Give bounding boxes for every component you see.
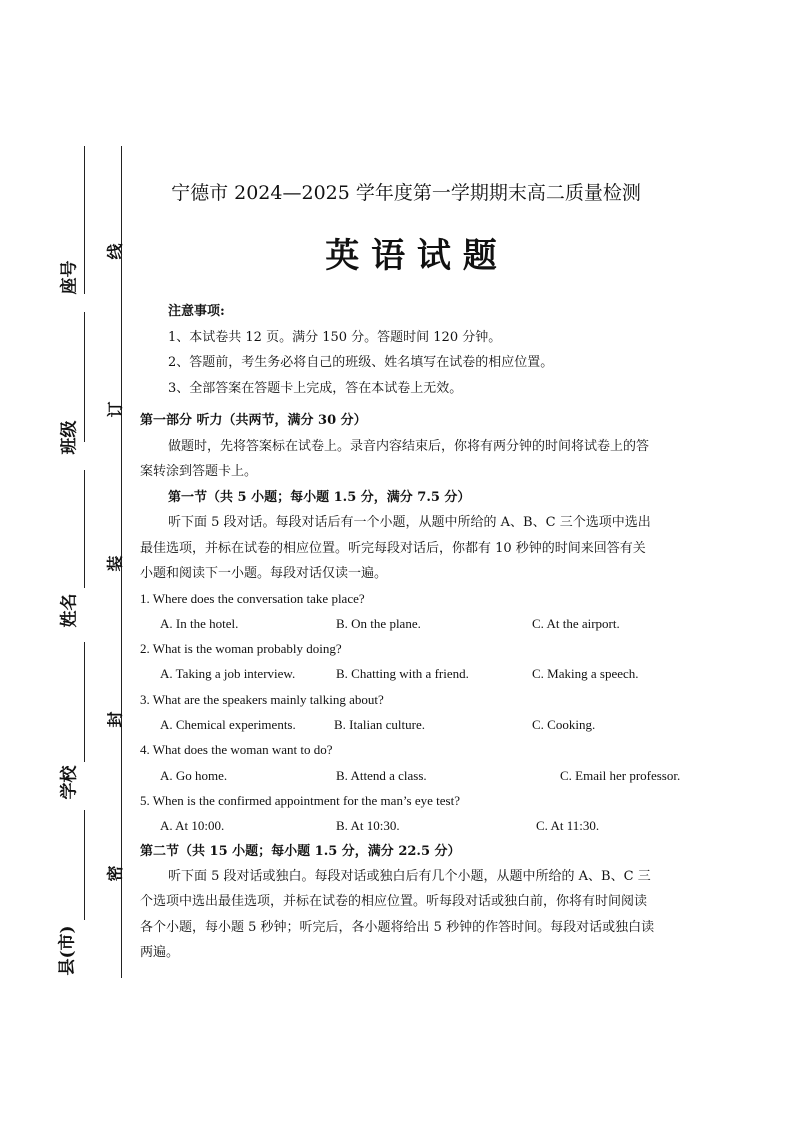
notice-item-1: 1、本试卷共 12 页。满分 150 分。答题时间 120 分钟。: [168, 330, 502, 345]
field-label-county: 县(市): [57, 925, 78, 976]
seal-mark-ding: 订: [105, 401, 125, 418]
q5-option-a: A. At 10:00.: [160, 818, 225, 833]
field-line-school: [84, 642, 85, 762]
field-line-class: [84, 312, 85, 442]
part1-instruction-1: 做题时，先将答案标在试卷上。录音内容结束后，你将有两分钟的时间将试卷上的答: [168, 439, 650, 454]
section2-title: 第二节（共 15 小题；每小题 1.5 分，满分 22.5 分）: [140, 844, 461, 859]
section2-instruction-1: 听下面 5 段对话或独白。每段对话或独白后有几个小题，从题中所给的 A、B、C 三: [168, 869, 651, 884]
q2-option-c: C. Making a speech.: [532, 666, 639, 681]
section1-instruction-2: 最佳选项，并标在试卷的相应位置。听完每段对话后，你都有 10 秒钟的时间来回答有关: [140, 541, 646, 556]
q4-option-a: A. Go home.: [160, 768, 228, 783]
field-label-seat: 座号: [59, 260, 80, 295]
q3-option-c: C. Cooking.: [532, 717, 596, 732]
q2-option-a: A. Taking a job interview.: [160, 666, 296, 681]
field-line-seat: [84, 146, 85, 294]
section2-instruction-3: 各个小题，每小题 5 秒钟；听完后，各小题将给出 5 秒钟的作答时间。每段对话或独白读: [140, 920, 655, 935]
question-4: 4. What does the woman want to do?: [140, 742, 333, 757]
question-3: 3. What are the speakers mainly talking about?: [140, 692, 384, 707]
seal-mark-xian: 线: [105, 243, 125, 260]
q5-option-b: B. At 10:30.: [336, 818, 400, 833]
field-line-county: [84, 810, 85, 920]
q1-option-c: C. At the airport.: [532, 616, 620, 631]
question-1: 1. Where does the conversation take place?: [140, 591, 365, 606]
q3-option-b: B. Italian culture.: [334, 717, 425, 732]
notice-item-3: 3、全部答案在答题卡上完成，答在本试卷上无效。: [168, 381, 463, 396]
section1-title: 第一节（共 5 小题；每小题 1.5 分，满分 7.5 分）: [168, 490, 471, 505]
field-label-name: 姓名: [59, 593, 80, 628]
seal-mark-mi: 密: [105, 865, 125, 882]
subject-title: 英 语 试 题: [325, 236, 497, 276]
notice-title: 注意事项:: [168, 304, 225, 319]
q1-option-b: B. On the plane.: [336, 616, 421, 631]
section1-instruction-3: 小题和阅读下一小题。每段对话仅读一遍。: [140, 566, 388, 581]
q4-option-c: C. Email her professor.: [560, 768, 681, 783]
q1-option-a: A. In the hotel.: [160, 616, 239, 631]
seal-mark-zhuang: 装: [105, 555, 125, 572]
exam-title: 宁德市 2024—2025 学年度第一学期期末高二质量检测: [171, 182, 641, 204]
field-label-school: 学校: [59, 765, 80, 800]
field-label-class: 班级: [59, 420, 80, 455]
section1-instruction-1: 听下面 5 段对话。每段对话后有一个小题，从题中所给的 A、B、C 三个选项中选出: [168, 515, 651, 530]
question-5: 5. When is the confirmed appointment for the man’s eye test?: [140, 793, 460, 808]
q4-option-b: B. Attend a class.: [336, 768, 427, 783]
seal-mark-feng: 封: [105, 711, 125, 728]
section2-instruction-4: 两遍。: [140, 945, 180, 960]
notice-item-2: 2、答题前，考生务必将自己的班级、姓名填写在试卷的相应位置。: [168, 355, 554, 370]
question-2: 2. What is the woman probably doing?: [140, 641, 342, 656]
q2-option-b: B. Chatting with a friend.: [336, 666, 469, 681]
section2-instruction-2: 个选项中选出最佳选项，并标在试卷的相应位置。听每段对话或独白前，你将有时间阅读: [140, 894, 648, 909]
q3-option-a: A. Chemical experiments.: [160, 717, 296, 732]
part1-title: 第一部分 听力（共两节，满分 30 分）: [140, 413, 367, 428]
field-line-name: [84, 470, 85, 588]
part1-instruction-2: 案转涂到答题卡上。: [140, 464, 258, 479]
q5-option-c: C. At 11:30.: [536, 818, 600, 833]
